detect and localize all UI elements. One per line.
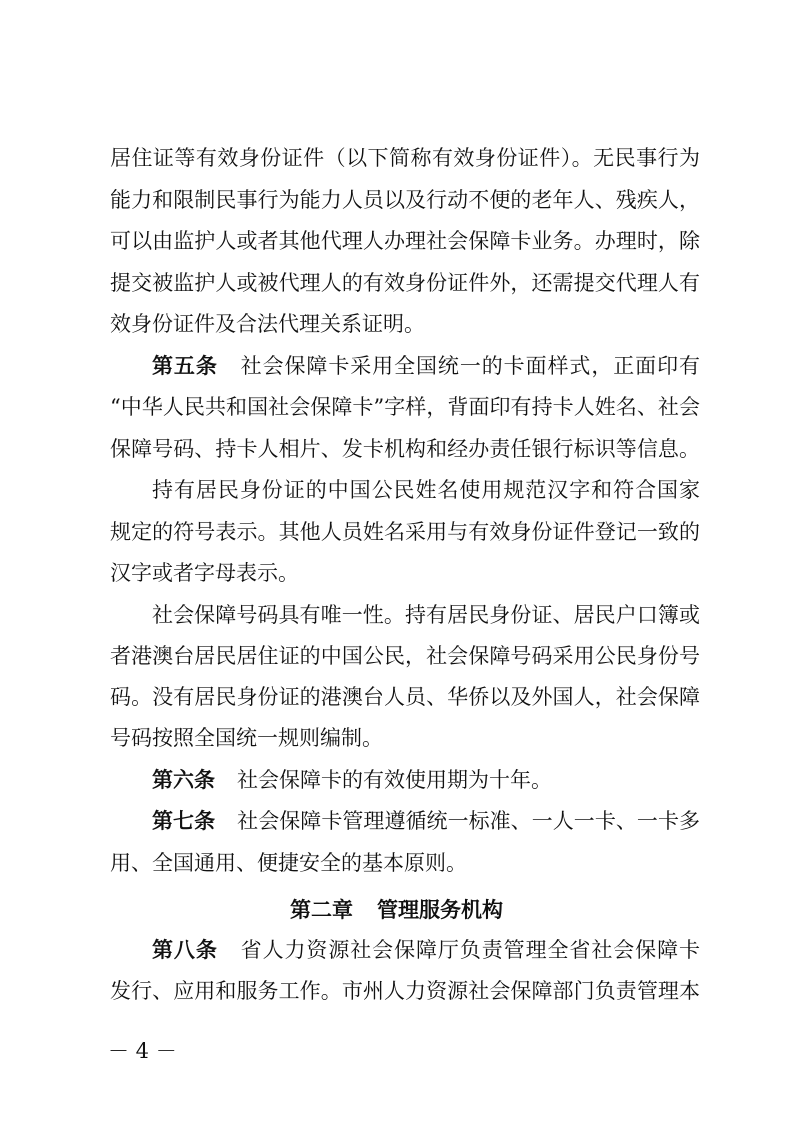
- text-line: 可以由监护人或者其他代理人办理社会保障卡业务。办理时，除: [110, 229, 700, 253]
- article-6-text: 社会保障卡的有效使用期为十年。: [237, 768, 552, 792]
- text-line: 汉字或者字母表示。: [110, 561, 299, 585]
- page-number: － 4 －: [108, 1039, 177, 1063]
- text-line: 效身份证件及合法代理关系证明。: [110, 312, 425, 336]
- article-5-line: [152, 351, 700, 381]
- text-line: 者港澳台居民居住证的中国公民，社会保障号码采用公民身份号: [110, 644, 700, 668]
- text-line: 居住证等有效身份证件（以下简称有效身份证件）。无民事行为: [110, 146, 700, 170]
- text-line: 持有居民身份证的中国公民姓名使用规范汉字和符合国家: [152, 478, 700, 502]
- text-line: 号码按照全国统一规则编制。: [110, 726, 383, 750]
- text-line: 发行、应用和服务工作。市州人力资源社会保障部门负责管理本: [110, 979, 700, 1003]
- text-line: 保障号码、持卡人相片、发卡机构和经办责任银行标识等信息。: [110, 437, 700, 461]
- article-8-line: [152, 935, 700, 965]
- text-line: 社会保障号码具有唯一性。持有居民身份证、居民户口簿或: [152, 603, 700, 627]
- text-line: 用、全国通用、便捷安全的基本原则。: [110, 851, 467, 875]
- chapter-number: 第二章: [290, 898, 353, 922]
- article-7-label: 第七条: [152, 808, 216, 833]
- article-5-label: 第五条: [152, 354, 218, 378]
- article-6-label: 第六条: [152, 767, 215, 792]
- chapter-title: 管理服务机构: [377, 898, 503, 922]
- article-7-line: [152, 806, 700, 836]
- article-6-line: [152, 765, 700, 795]
- text-line: “中华人民共和国社会保障卡”字样，背面印有持卡人姓名、社会: [110, 395, 700, 419]
- article-8-label: 第八条: [152, 937, 218, 962]
- article-7-text: 社会保障卡管理遵循统一标准、一人一卡、一卡多: [237, 809, 700, 833]
- text-line: 码。没有居民身份证的港澳台人员、华侨以及外国人，社会保障: [110, 685, 700, 709]
- chapter-heading: [0, 895, 793, 925]
- text-line: 规定的符号表示。其他人员姓名采用与有效身份证件登记一致的: [110, 520, 700, 544]
- article-5-text: 社会保障卡采用全国统一的卡面样式，正面印有: [239, 354, 700, 378]
- text-line: 提交被监护人或被代理人的有效身份证件外，还需提交代理人有: [110, 271, 700, 295]
- text-line: 能力和限制民事行为能力人员以及行动不便的老年人、残疾人，: [110, 188, 700, 212]
- article-8-text: 省人力资源社会保障厅负责管理全省社会保障卡: [239, 938, 700, 962]
